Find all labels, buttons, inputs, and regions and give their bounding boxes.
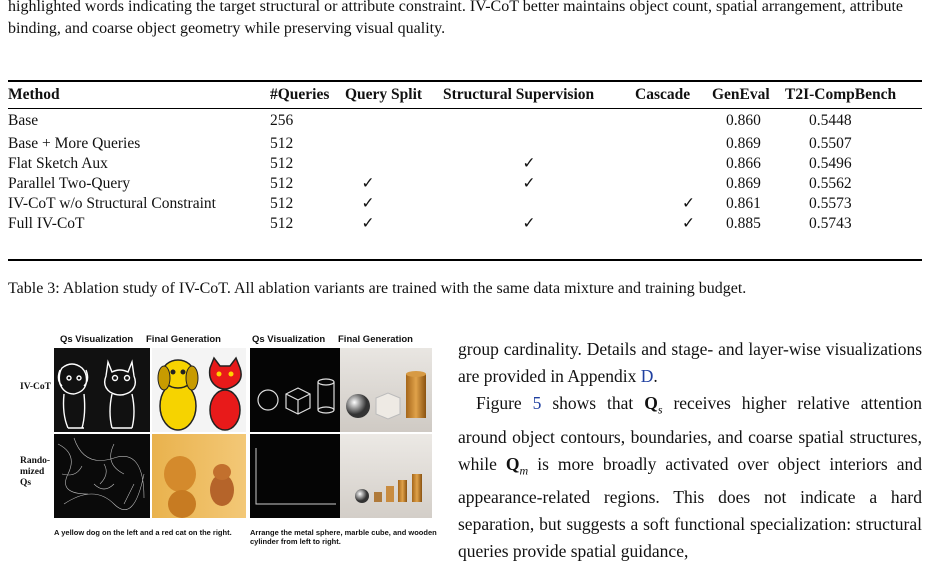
panel-randomized-sketch-objects: [250, 434, 340, 518]
table-row: [8, 174, 922, 194]
table-bottom-rule: [8, 259, 922, 261]
paragraph-appendix: [458, 336, 922, 390]
cell-t2i-compbench: 0.5448: [809, 112, 852, 129]
sketch-dog-cat-image: [54, 348, 150, 432]
header-queries: #Queries: [270, 86, 330, 103]
body-text-column: [458, 336, 922, 565]
header-t2i-compbench: T2I-CompBench: [785, 86, 897, 103]
paragraph-figure-5: [458, 390, 922, 565]
header-cascade: Cascade: [635, 86, 691, 103]
cell-query-split: ✓: [361, 215, 375, 232]
table-row: [8, 108, 922, 134]
ablation-table: [8, 82, 922, 234]
header-method: Method: [8, 86, 60, 103]
col-header-final-gen-1: Final Generation: [146, 334, 221, 345]
cell-method: IV-CoT w/o Structural Constraint: [8, 195, 216, 212]
paragraph-1-end: .: [653, 366, 658, 386]
table-row: [8, 134, 922, 154]
cell-queries: 512: [270, 195, 294, 212]
cell-structural-supervision: [443, 194, 635, 214]
row-label-randomized: Rando-mized Qs: [20, 456, 51, 488]
cell-t2i-compbench: 0.5562: [809, 175, 852, 192]
col-header-final-gen-2: Final Generation: [338, 334, 413, 345]
cell-structural-supervision: ✓: [522, 175, 536, 192]
table-row: [8, 194, 922, 214]
table-caption: Table 3: Ablation study of IV-CoT. All ablation variants are trained with the same data mixture and training budget.: [8, 280, 747, 297]
cell-t2i-compbench: 0.5507: [809, 135, 852, 152]
cell-cascade: [635, 174, 712, 194]
noisy-sketch-image: [54, 434, 150, 518]
cell-method: Base: [8, 112, 39, 129]
cell-geneval: 0.869: [726, 135, 761, 152]
panel-ivcot-sketch-animals: [54, 348, 150, 432]
cell-method: Parallel Two-Query: [8, 175, 131, 192]
cell-cascade: [635, 134, 712, 154]
paragraph-2-start: Figure: [476, 393, 533, 413]
cell-structural-supervision: [443, 134, 635, 154]
row-label-ivcot: IV-CoT: [20, 382, 51, 392]
cell-t2i-compbench: 0.5573: [809, 195, 852, 212]
figure-caption-right: Arrange the metal sphere, marble cube, and wooden cylinder from left to right.: [250, 528, 437, 546]
cell-method: Flat Sketch Aux: [8, 155, 108, 172]
cell-structural-supervision: [443, 108, 635, 134]
cell-cascade: [635, 154, 712, 174]
cell-method: Base + More Queries: [8, 135, 141, 152]
cell-query-split: [345, 154, 443, 174]
cell-t2i-compbench: 0.5743: [809, 215, 852, 232]
cell-queries: 512: [270, 175, 294, 192]
cell-geneval: 0.885: [726, 215, 761, 232]
panel-ivcot-generated-objects: [340, 348, 432, 432]
cell-queries: 512: [270, 155, 294, 172]
table-row: [8, 154, 922, 174]
appendix-link[interactable]: D: [640, 366, 654, 386]
cell-query-split: [345, 134, 443, 154]
cell-structural-supervision: ✓: [522, 155, 536, 172]
paragraph-1-text: group cardinality. Details and stage- and layer-wise visualizations are provided in Appendix: [458, 339, 922, 386]
header-structural-supervision: Structural Supervision: [443, 86, 595, 103]
panel-ivcot-sketch-objects: [250, 348, 340, 432]
cell-geneval: 0.866: [726, 155, 761, 172]
col-header-qs-viz-1: Qs Visualization: [60, 334, 134, 345]
panel-randomized-generated-animals: [152, 434, 246, 518]
figure-caption-left: A yellow dog on the left and a red cat on the right.: [54, 528, 232, 537]
figure-5-link[interactable]: 5: [532, 393, 542, 413]
panel-randomized-generated-objects: [340, 434, 432, 518]
q-s-symbol: $Q_s$: [644, 393, 663, 417]
cell-query-split: [345, 108, 443, 134]
cell-cascade: [635, 108, 712, 134]
paragraph-2-b: shows that: [541, 393, 645, 413]
cell-t2i-compbench: 0.5496: [809, 155, 852, 172]
cell-cascade: ✓: [682, 215, 695, 232]
header-geneval: GenEval: [712, 86, 770, 103]
cell-geneval: 0.860: [726, 112, 761, 129]
cell-geneval: 0.861: [726, 195, 761, 212]
paragraph-2-d: is more broadly activated over object interiors and appearance-related regions. This does not indicate a hard separation, but suggests a soft functional specialization: structural queries provide spatial guidance,: [458, 453, 922, 561]
cell-query-split: ✓: [361, 175, 375, 192]
table-header-row: [8, 82, 922, 108]
blurry-animals-image: [152, 434, 246, 518]
col-header-qs-viz-2: Qs Visualization: [252, 334, 326, 345]
top-caption: highlighted words indicating the target structural or attribute constraint. IV-CoT better maintains object count, spatial arrangement, attribute binding, and coarse object geometry while preserving visual quality.: [8, 0, 904, 37]
cell-queries: 256: [270, 112, 294, 129]
panel-randomized-sketch-animals: [54, 434, 150, 518]
generated-objects-image: [340, 348, 432, 432]
generated-dog-cat-image: [152, 348, 246, 432]
cell-method: Full IV-CoT: [8, 215, 85, 232]
table-row: [8, 214, 922, 234]
panel-ivcot-generated-animals: [152, 348, 246, 432]
figure-attention-visualization: [18, 330, 438, 570]
cell-structural-supervision: ✓: [522, 215, 536, 232]
sketch-objects-image: [250, 348, 340, 432]
cell-queries: 512: [270, 215, 294, 232]
cell-geneval: 0.869: [726, 175, 761, 192]
sketch-line-image: [250, 434, 340, 518]
cell-query-split: ✓: [361, 195, 375, 212]
cell-cascade: ✓: [682, 195, 695, 212]
header-query-split: Query Split: [345, 86, 423, 103]
q-m-symbol: $Q_m$: [505, 453, 529, 477]
paragraph-2-c: receives higher relative attention around object contours, boundaries, and coarse spatial structures, while: [458, 393, 922, 474]
cell-queries: 512: [270, 135, 294, 152]
small-objects-image: [340, 434, 432, 518]
